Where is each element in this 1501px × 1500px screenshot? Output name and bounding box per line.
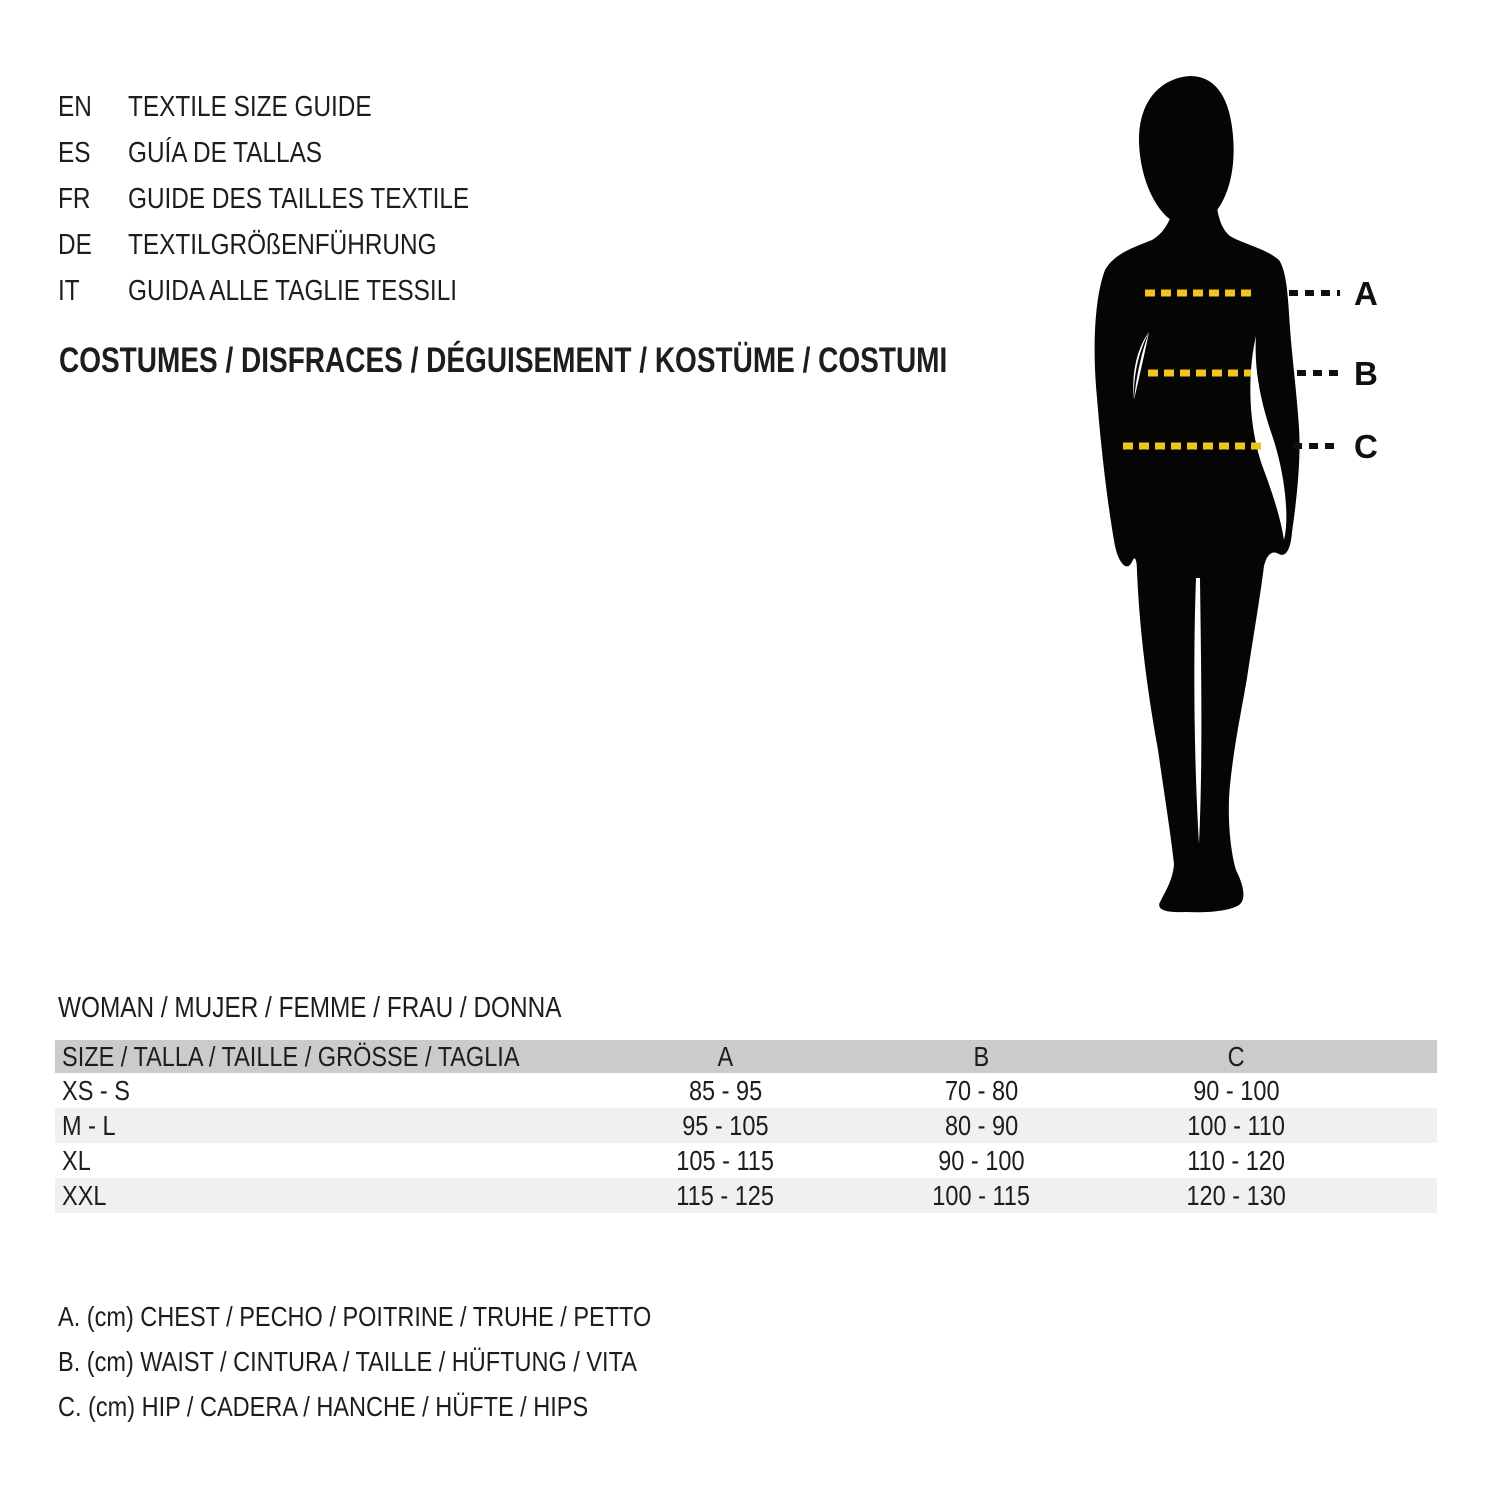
- figure-label-b: B: [1354, 355, 1378, 392]
- language-row: [58, 130, 534, 176]
- language-code-fr: FR: [58, 182, 91, 215]
- language-code-it: IT: [58, 274, 80, 307]
- size-table-header-b: B: [973, 1040, 990, 1072]
- waist-range-cell: 70 - 80: [945, 1074, 1019, 1106]
- chest-range-cell: 105 - 115: [676, 1144, 775, 1176]
- language-row: [58, 222, 534, 268]
- figure-label-c: C: [1354, 428, 1378, 465]
- woman-silhouette-figure: [1060, 60, 1400, 940]
- chest-range-cell: 115 - 125: [676, 1179, 775, 1211]
- category-title: [59, 341, 1169, 381]
- guide-title-es: GUÍA DE TALLAS: [128, 136, 323, 169]
- language-row: [58, 176, 534, 222]
- chest-range-cell: 95 - 105: [682, 1109, 769, 1141]
- size-table-header-c: C: [1227, 1040, 1245, 1072]
- figure-label-a: A: [1354, 275, 1378, 312]
- size-table: [55, 1040, 1437, 1213]
- legend-line-waist: B. (cm) WAIST / CINTURA / TAILLE / HÜFTUNG / VITA: [58, 1345, 637, 1377]
- size-cell: XS - S: [62, 1074, 130, 1106]
- legend-row: [58, 1294, 764, 1339]
- language-code-es: ES: [58, 136, 91, 169]
- size-table-header-size: SIZE / TALLA / TAILLE / GRÖSSE / TAGLIA: [62, 1040, 520, 1072]
- guide-title-de: TEXTILGRÖßENFÜHRUNG: [128, 228, 437, 261]
- waist-range-cell: 80 - 90: [945, 1109, 1019, 1141]
- table-row-m-l: [55, 1108, 1437, 1143]
- legend-row: [58, 1384, 764, 1429]
- hip-range-cell: 110 - 120: [1187, 1144, 1285, 1176]
- section-title-woman: [58, 992, 657, 1025]
- chest-range-cell: 85 - 95: [688, 1074, 762, 1106]
- legend-line-chest: A. (cm) CHEST / PECHO / POITRINE / TRUHE / PETTO: [58, 1300, 652, 1332]
- table-row-xl: [55, 1143, 1437, 1178]
- language-title-list: [58, 84, 534, 314]
- legend-line-hip: C. (cm) HIP / CADERA / HANCHE / HÜFTE / HIPS: [58, 1390, 589, 1422]
- size-table-header-row: [55, 1040, 1437, 1073]
- waist-range-cell: 90 - 100: [938, 1144, 1025, 1176]
- guide-title-fr: GUIDE DES TAILLES TEXTILE: [128, 182, 470, 215]
- guide-title-it: GUIDA ALLE TAGLIE TESSILI: [128, 274, 458, 307]
- language-code-en: EN: [58, 90, 92, 123]
- language-row: [58, 84, 534, 130]
- table-row-xs-s: [55, 1073, 1437, 1108]
- size-cell: XXL: [62, 1179, 107, 1211]
- guide-title-en: TEXTILE SIZE GUIDE: [128, 90, 372, 123]
- hip-range-cell: 100 - 110: [1187, 1109, 1285, 1141]
- size-cell: XL: [62, 1144, 91, 1176]
- size-cell: M - L: [62, 1109, 116, 1141]
- waist-range-cell: 100 - 115: [932, 1179, 1031, 1211]
- size-table-header-a: A: [717, 1040, 734, 1072]
- hip-range-cell: 90 - 100: [1192, 1074, 1280, 1106]
- language-code-de: DE: [58, 228, 92, 261]
- table-row-xxl: [55, 1178, 1437, 1213]
- measurement-legend: [58, 1294, 764, 1429]
- legend-row: [58, 1339, 764, 1384]
- category-title-text: COSTUMES / DISFRACES / DÉGUISEMENT / KOSTÜME / COSTUMI: [59, 341, 948, 380]
- hip-range-cell: 120 - 130: [1186, 1179, 1286, 1211]
- language-row: [58, 268, 534, 314]
- section-title-text: WOMAN / MUJER / FEMME / FRAU / DONNA: [58, 992, 562, 1024]
